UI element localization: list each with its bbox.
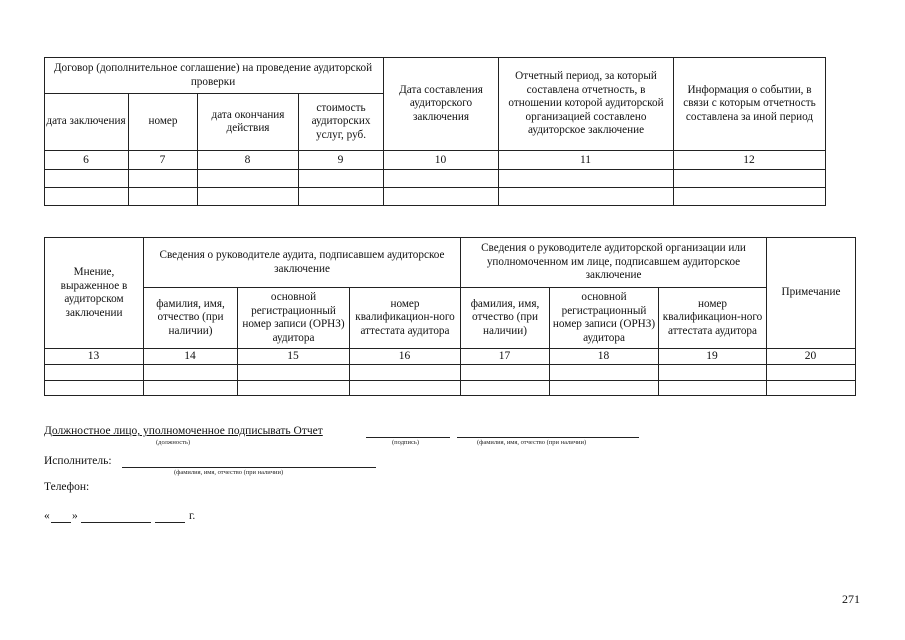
col-number-13: 13 (87, 350, 100, 362)
col-org-head-name-header: фамилия, имя, отчество (при наличии) (470, 297, 540, 337)
date-year-line[interactable] (155, 522, 185, 523)
col-number-10: 10 (434, 154, 447, 166)
official-label: Должностное лицо, уполномоченное подписывать Отчет (44, 425, 323, 437)
col-report-date-header: Дата составления аудиторского заключения (399, 83, 483, 123)
col-event-info-header: Информация о событии, в связи с которым отчетность составлена за иной период (683, 83, 816, 123)
col-number-12: 12 (743, 154, 755, 166)
col-org-head-ornz-header: основной регистрационный номер записи (ОРНЗ) аудитора (552, 291, 656, 344)
date-day-line[interactable] (51, 522, 71, 523)
col-audit-head-ornz-header: основной регистрационный номер записи (ОРНЗ) аудитора (242, 291, 345, 344)
org-head-group-header: Сведения о руководителе аудиторской организации или уполномоченном им лице, подписавшем аудиторское заключение (481, 242, 746, 282)
col-number-8: 8 (244, 154, 251, 166)
col-org-head-cert-header: номер квалификацион-ного аттестата аудитора (662, 297, 763, 337)
col-contract-number-header: номер (148, 115, 178, 128)
date-open-quote: « (44, 510, 50, 522)
col-note-header: Примечание (781, 286, 841, 299)
date-month-line[interactable] (81, 522, 151, 523)
contract-group-header: Договор (дополнительное соглашение) на проведение аудиторской проверки (53, 62, 373, 88)
col-audit-head-name-header: фамилия, имя, отчество (при наличии) (156, 297, 225, 337)
col-contract-end-date-header: дата окончания действия (211, 108, 285, 134)
executor-line[interactable] (122, 467, 376, 468)
fullname-line[interactable] (457, 437, 639, 438)
col-number-18: 18 (597, 350, 610, 362)
audit-head-group-header: Сведения о руководителе аудита, подписавшем аудиторское заключение (159, 249, 445, 275)
col-number-11: 11 (579, 154, 592, 166)
fullname-caption: (фамилия, имя, отчество (при наличии) (477, 439, 587, 446)
page-number: 271 (842, 592, 860, 606)
col-contract-date-header: дата заключения (46, 115, 126, 128)
phone-label: Телефон: (44, 481, 90, 493)
col-number-6: 6 (83, 154, 89, 166)
col-number-9: 9 (337, 154, 344, 166)
col-number-15: 15 (287, 350, 299, 362)
position-caption: (должность) (156, 439, 191, 446)
col-number-19: 19 (706, 350, 718, 362)
year-suffix: г. (189, 510, 196, 522)
col-audit-head-cert-header: номер квалификацион-ного аттестата аудитора (355, 297, 455, 337)
date-close-quote: » (72, 510, 78, 522)
signature-caption: (подпись) (392, 439, 419, 446)
col-number-16: 16 (398, 350, 411, 362)
executor-caption: (фамилия, имя, отчество (при наличии) (174, 469, 284, 476)
executor-label: Исполнитель: (44, 455, 112, 467)
col-opinion-header: Мнение, выраженное в аудиторском заключении (60, 266, 128, 319)
signature-line[interactable] (366, 437, 450, 438)
col-contract-cost-header: стоимость аудиторских услуг, руб. (311, 101, 371, 141)
col-number-20: 20 (804, 350, 817, 362)
col-reporting-period-header: Отчетный период, за который составлена отчетность, в отношении которой аудиторской организацией составлено аудиторское заключение (508, 70, 664, 137)
col-number-14: 14 (184, 350, 196, 362)
col-number-17: 17 (498, 350, 511, 362)
col-number-7: 7 (159, 154, 166, 166)
